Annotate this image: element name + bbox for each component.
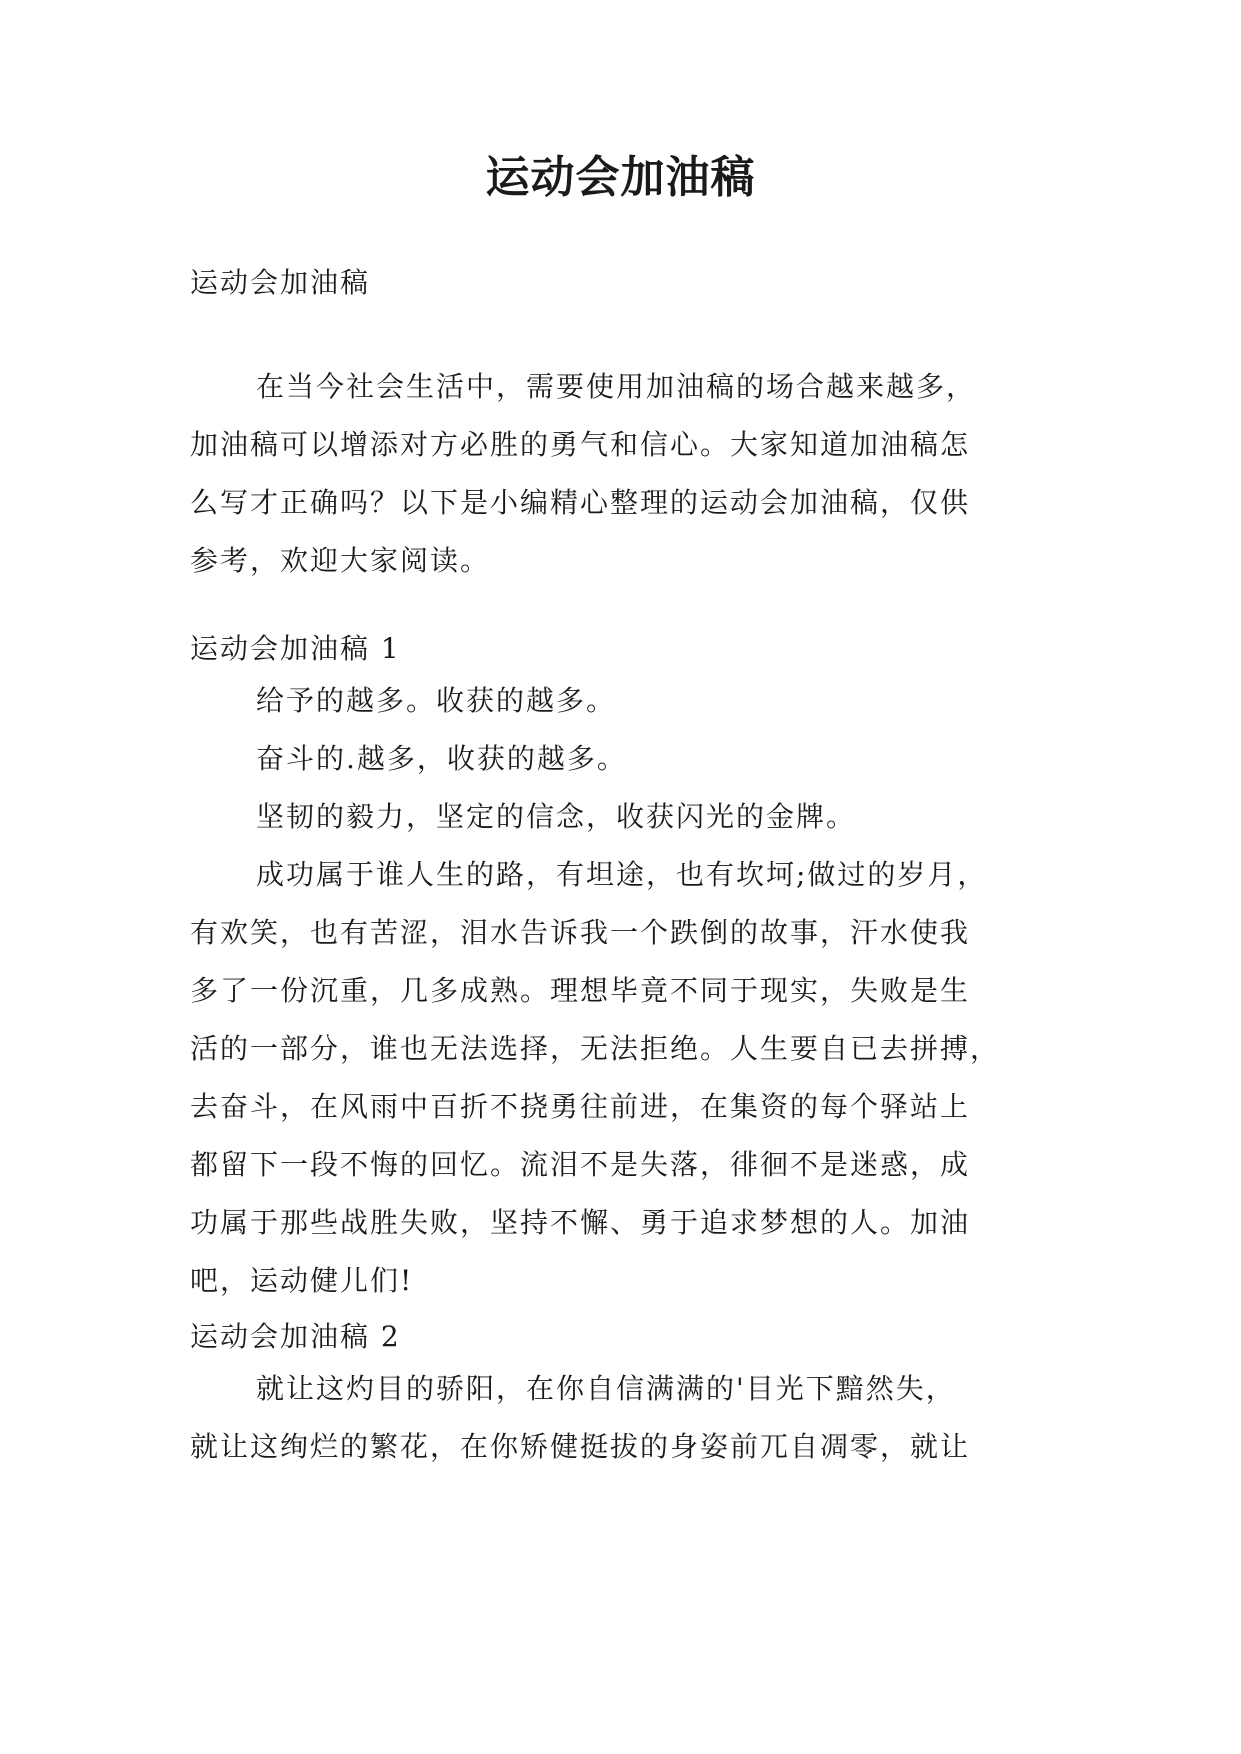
intro-paragraph bbox=[190, 358, 1060, 590]
section1-paragraph-4-line: 多了一份沉重，几多成熟。理想毕竟不同于现实，失败是生 bbox=[190, 974, 971, 1007]
intro-line: 在当今社会生活中，需要使用加油稿的场合越来越多， bbox=[256, 370, 977, 403]
section2-body bbox=[190, 1360, 1060, 1476]
section1-paragraph-4-line: 都留下一段不悔的回忆。流泪不是失落，徘徊不是迷惑，成 bbox=[190, 1148, 971, 1181]
section2-paragraph-1-line: 就让这绚烂的繁花，在你矫健挺拔的身姿前兀自凋零，就让 bbox=[190, 1430, 971, 1463]
section1-paragraph-4-line: 活的一部分，谁也无法选择，无法拒绝。人生要自已去拼搏， bbox=[190, 1032, 1001, 1065]
section2-heading: 运动会加油稿 2 bbox=[190, 1320, 401, 1353]
document-subtitle: 运动会加油稿 bbox=[190, 266, 371, 299]
document-title: 运动会加油稿 bbox=[485, 152, 756, 203]
section1-paragraph-3: 坚韧的毅力，坚定的信念，收获闪光的金牌。 bbox=[256, 800, 857, 833]
section1-paragraph-2: 奋斗的.越多，收获的越多。 bbox=[256, 742, 627, 775]
section1-paragraph-4-line: 吧，运动健儿们! bbox=[190, 1264, 414, 1297]
section1-body bbox=[190, 672, 1060, 1310]
section1-paragraph-4-line: 有欢笑，也有苦涩，泪水告诉我一个跌倒的故事，汗水使我 bbox=[190, 916, 971, 949]
section1-paragraph-4-line: 功属于那些战胜失败，坚持不懈、勇于追求梦想的人。加油 bbox=[190, 1206, 971, 1239]
intro-line: 么写才正确吗？以下是小编精心整理的运动会加油稿，仅供 bbox=[190, 486, 971, 519]
section1-paragraph-1: 给予的越多。收获的越多。 bbox=[256, 684, 617, 717]
section1-paragraph-4-line: 去奋斗，在风雨中百折不挠勇往前进，在集资的每个驿站上 bbox=[190, 1090, 971, 1123]
section1-paragraph-4-line: 成功属于谁人生的路，有坦途，也有坎坷;做过的岁月， bbox=[256, 858, 988, 891]
intro-line: 加油稿可以增添对方必胜的勇气和信心。大家知道加油稿怎 bbox=[190, 428, 971, 461]
section1-heading: 运动会加油稿 1 bbox=[190, 632, 401, 665]
section2-paragraph-1-line: 就让这灼目的骄阳，在你自信满满的'目光下黯然失， bbox=[256, 1372, 956, 1405]
intro-line: 参考，欢迎大家阅读。 bbox=[190, 544, 491, 577]
